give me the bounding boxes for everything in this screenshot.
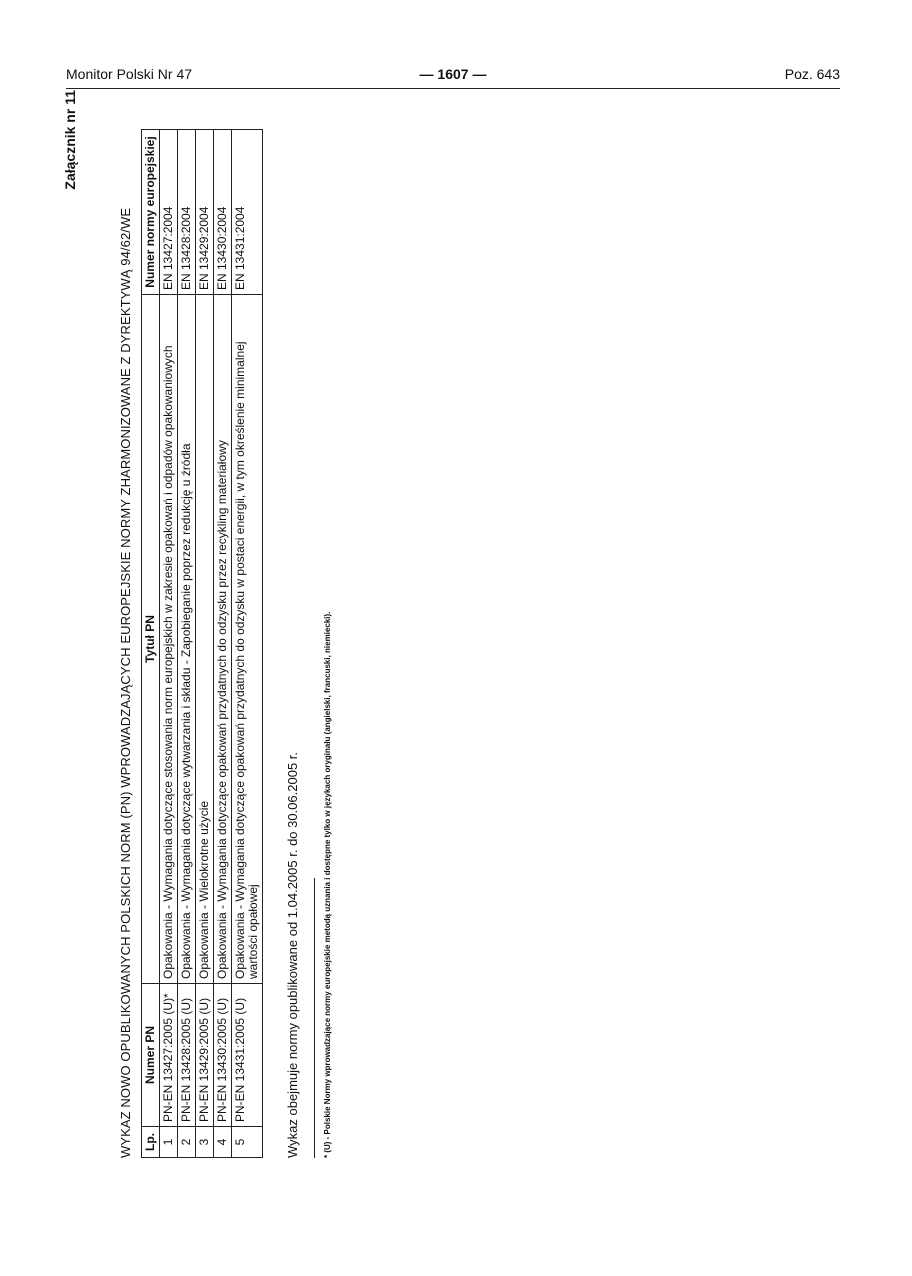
row-pn-number: PN-EN 13429:2005 (U) xyxy=(196,984,214,1127)
table-row xyxy=(232,130,263,1158)
footnote: * (U) - Polskie Normy wprowadzające normy europejskie metodą uznania i dostępne tylko w językach oryginału (angielski, francuski, niemiecki). xyxy=(323,611,332,1158)
header-pn-number: Numer PN xyxy=(142,984,160,1127)
rotated-content xyxy=(62,90,378,1170)
row-pn-title: Opakowania - Wymagania dotyczące opakowań przydatnych do odzysku przez recykling materiałowy xyxy=(214,295,232,984)
row-pn-number: PN-EN 13427:2005 (U)* xyxy=(160,984,178,1127)
row-lp: 4 xyxy=(214,1127,232,1158)
row-pn-title: Opakowania - Wymagania dotyczące wytwarzania i składu - Zapobieganie poprzez redukcję u źródła xyxy=(178,295,196,984)
row-lp: 1 xyxy=(160,1127,178,1158)
page-number: — 1607 — xyxy=(419,66,487,82)
row-en-number: EN 13429:2004 xyxy=(196,130,214,295)
row-lp: 5 xyxy=(232,1127,263,1158)
header-en-number: Numer normy europejskiej xyxy=(142,130,160,295)
row-en-number: EN 13427:2004 xyxy=(160,130,178,295)
row-en-number: EN 13431:2004 xyxy=(232,130,263,295)
norms-table xyxy=(141,129,263,1158)
table-header-row xyxy=(142,130,160,1158)
row-pn-title: Opakowania - Wymagania dotyczące opakowań przydatnych do odzysku w postaci energii, w tym określenie minimalnej wartości opałowej xyxy=(232,295,263,984)
row-pn-title: Opakowania - Wymagania dotyczące stosowania norm europejskich w zakresie opakowań i odpadów opakowaniowych xyxy=(160,295,178,984)
table-row xyxy=(196,130,214,1158)
annex-label: Załącznik nr 11 xyxy=(62,90,78,190)
table-row xyxy=(160,130,178,1158)
publication-name: Monitor Polski Nr 47 xyxy=(66,66,193,82)
table-row xyxy=(214,130,232,1158)
row-lp: 2 xyxy=(178,1127,196,1158)
row-en-number: EN 13430:2004 xyxy=(214,130,232,295)
header-pn-title: Tytuł PN xyxy=(142,295,160,984)
row-pn-title: Opakowania - Wielokrotne użycie xyxy=(196,295,214,984)
row-en-number: EN 13428:2004 xyxy=(178,130,196,295)
row-pn-number: PN-EN 13428:2005 (U) xyxy=(178,984,196,1127)
header-lp: Lp. xyxy=(142,1127,160,1158)
page-header xyxy=(66,66,840,89)
table-row xyxy=(178,130,196,1158)
footnote-divider xyxy=(314,878,315,1158)
row-pn-number: PN-EN 13430:2005 (U) xyxy=(214,984,232,1127)
row-pn-number: PN-EN 13431:2005 (U) xyxy=(232,984,263,1127)
coverage-note: Wykaz obejmuje normy opublikowane od 1.04.2005 r. do 30.06.2005 r. xyxy=(285,751,300,1158)
row-lp: 3 xyxy=(196,1127,214,1158)
position-number: Poz. 643 xyxy=(784,66,840,82)
document-title: WYKAZ NOWO OPUBLIKOWANYCH POLSKICH NORM (PN) WPROWADZAJĄCYCH EUROPEJSKIE NORMY ZHARMONIZOWANE Z DYREKTYWĄ 94/62/WE xyxy=(118,207,133,1158)
